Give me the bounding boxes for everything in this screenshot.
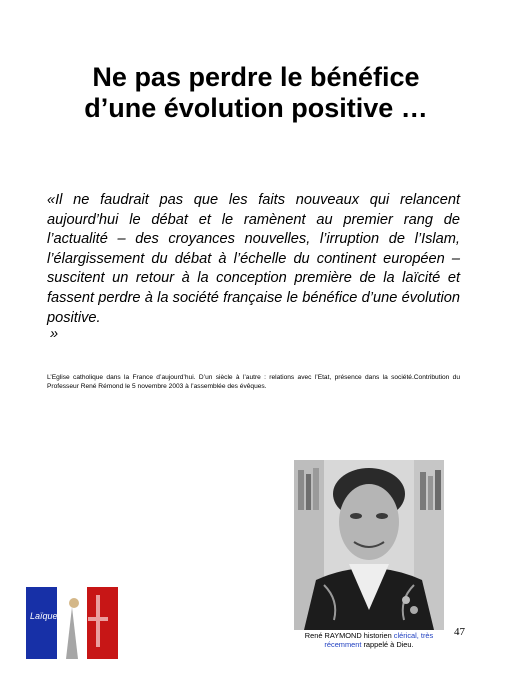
quote-text: «Il ne faudrait pas que les faits nouveaux qui relancent aujourd’hui le débat et le ramènent au premier rang de l’actualité – des croyances nouvelles, l’irruption de l’Islam, l’élargissement du débat à l’échelle du continent européen – suscitent un retour à la conception première de la laïcité et fassent perdre à la société française le bénéfice d’une évolution positive. — [47, 192, 460, 326]
title-line-1: Ne pas perdre le bénéfice — [92, 62, 420, 92]
logo-text: Laïque — [30, 611, 58, 621]
slide-title — [20, 62, 492, 124]
tricolor-flag-icon — [26, 587, 118, 659]
caption-text-start: René RAYMOND historien — [304, 631, 394, 640]
laique-logo — [26, 587, 118, 659]
page-number: 47 — [454, 626, 465, 638]
photo-caption — [294, 631, 444, 649]
caption-highlight: clérical, très récemment — [324, 631, 434, 649]
portrait-photo — [294, 460, 444, 630]
title-line-2: d’une évolution positive … — [84, 93, 428, 123]
quote-closing-mark: » — [50, 326, 59, 342]
portrait-illustration — [294, 460, 444, 630]
caption-text-end: rappelé à Dieu. — [361, 640, 414, 649]
source-citation: L’Eglise catholique dans la France d’aujourd’hui. D’un siècle à l’autre : relations avec l’Etat, présence dans la société.Contribution du Professeur René Rémond le 5 novembre 2003 à l’assemblée des évêques. — [47, 374, 460, 390]
